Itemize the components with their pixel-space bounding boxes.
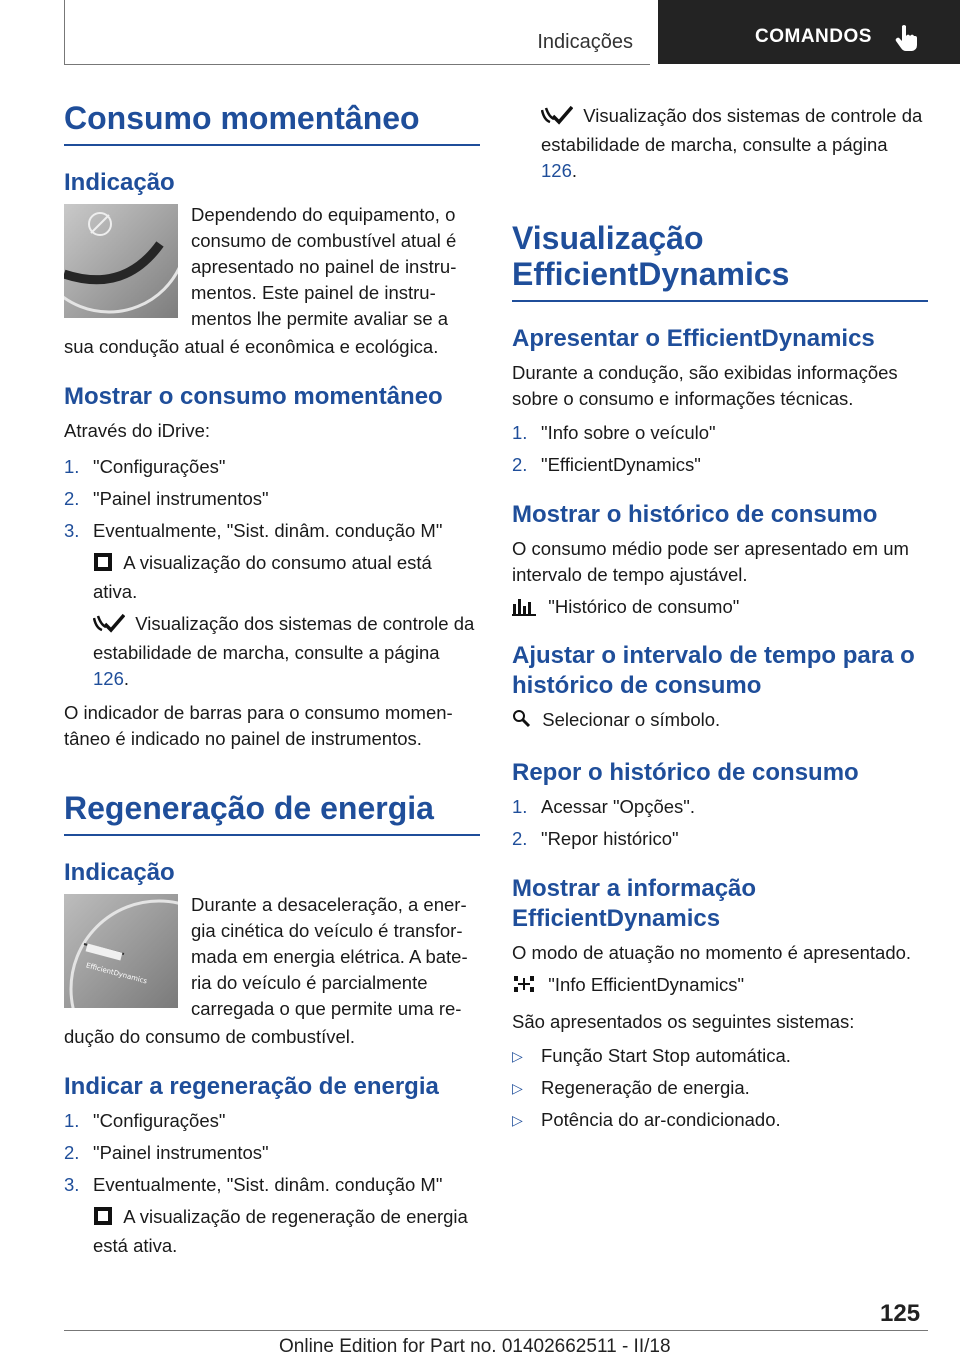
section-title-regeneracao: Regeneração de energia bbox=[64, 790, 434, 826]
header-tab-label[interactable]: COMANDOS bbox=[755, 26, 872, 47]
drivetrain-icon bbox=[512, 974, 538, 1001]
heading-repor: Repor o histórico de consumo bbox=[512, 759, 859, 786]
para1-line-b: consumo de combustível atual é bbox=[191, 230, 457, 251]
title-rule bbox=[64, 834, 480, 836]
para1-line-f: sua condução atual é econômica e ecológica. bbox=[64, 336, 439, 357]
para1-line-c: apresentado no painel de instru- bbox=[191, 256, 457, 277]
list-item: ▷ Potência do ar-condicionado. bbox=[512, 1109, 781, 1130]
title-rule bbox=[512, 300, 928, 302]
pointing-hand-icon bbox=[894, 24, 920, 52]
heading-mostrar-consumo: Mostrar o consumo momentâneo bbox=[64, 383, 443, 410]
para2-line-d: ria do veículo é parcialmente bbox=[191, 972, 428, 993]
list-item: 1. "Configurações" bbox=[64, 456, 226, 477]
page-number: 125 bbox=[880, 1300, 921, 1327]
heading-indicacao-2: Indicação bbox=[64, 859, 175, 886]
para1-line-d: mentos. Este painel de instru- bbox=[191, 282, 436, 303]
para2-line-b: gia cinética do veículo é transfor- bbox=[191, 920, 463, 941]
para-apresentar: Durante a condução, são exibidas informações sobre o consumo e informações técnicas. bbox=[512, 362, 898, 409]
indicacao-block-1 bbox=[64, 202, 480, 334]
note-regen-active: A visualização de regeneração de energia está ativa. bbox=[93, 1206, 468, 1256]
hist-row: "Histórico de consumo" bbox=[512, 594, 928, 623]
note-stability: Visualização dos sistemas de controle da estabilidade de marcha, consulte a página 126. bbox=[93, 613, 475, 689]
checkbox-icon bbox=[93, 1206, 113, 1233]
page-link-126[interactable]: 126 bbox=[93, 668, 124, 689]
left-column bbox=[64, 100, 480, 1259]
select-symbol-row: Selecionar o símbolo. bbox=[512, 707, 928, 736]
note-stability-right: Visualização dos sistemas de controle da estabilidade de marcha, consulte a página 126. bbox=[541, 105, 923, 181]
para-historico: O consumo médio pode ser apresentado em um intervalo de tempo ajustável. bbox=[512, 538, 909, 585]
page-link-126[interactable]: 126 bbox=[541, 160, 572, 181]
header-section-title: Indicações bbox=[537, 31, 633, 53]
para1-line-e: mentos lhe permite avaliar se a bbox=[191, 308, 449, 329]
stability-check-icon bbox=[93, 613, 125, 640]
para2-line-e: carregada o que permite uma re- bbox=[191, 998, 462, 1019]
magnifier-icon bbox=[512, 709, 532, 736]
via-idrive: Através do iDrive: bbox=[64, 420, 210, 441]
heading-info: Mostrar a informação EfficientDynamics bbox=[512, 875, 757, 932]
list-item: 2. "Repor histórico" bbox=[512, 828, 679, 849]
regen-gauge-thumbnail bbox=[64, 894, 178, 1008]
list-item: 2. "Painel instrumentos" bbox=[64, 1142, 269, 1163]
header-rule bbox=[64, 64, 650, 65]
section-title-consumo: Consumo momentâneo bbox=[64, 100, 420, 136]
list-item: ▷ Função Start Stop automática. bbox=[512, 1045, 791, 1066]
bar-chart-icon bbox=[512, 596, 538, 623]
info-row: "Info EfficientDynamics" bbox=[512, 972, 928, 1001]
steps-list-a bbox=[512, 420, 928, 478]
heading-apresentar: Apresentar o EfficientDynamics bbox=[512, 325, 875, 352]
right-column bbox=[512, 103, 928, 1133]
list-item: 2. "EfficientDynamics" bbox=[512, 454, 701, 475]
list-item: 1. Acessar "Opções". bbox=[512, 796, 695, 817]
para-bar-indicator: O indicador de barras para o consumo momen-tâneo é indicado no painel de instrumentos. bbox=[64, 702, 453, 749]
list-item: 3. Eventualmente, "Sist. dinâm. condução M" bbox=[64, 1174, 443, 1195]
bullet-list bbox=[512, 1043, 928, 1133]
svg-text:EfficientDynamics: EfficientDynamics bbox=[85, 961, 148, 986]
para-sistemas: São apresentados os seguintes sistemas: bbox=[512, 1011, 855, 1032]
list-item: 3. Eventualmente, "Sist. dinâm. condução M" bbox=[64, 520, 443, 541]
footer-rule bbox=[64, 1330, 928, 1331]
title-rule bbox=[64, 144, 480, 146]
checkbox-icon bbox=[93, 552, 113, 579]
list-item: 1. "Info sobre o veículo" bbox=[512, 422, 716, 443]
heading-indicar-regeneracao: Indicar a regeneração de energia bbox=[64, 1073, 439, 1100]
list-item: 2. "Painel instrumentos" bbox=[64, 488, 269, 509]
indicacao-block-2 bbox=[64, 892, 480, 1024]
para-modo: O modo de atuação no momento é apresentado. bbox=[512, 942, 912, 963]
heading-historico: Mostrar o histórico de consumo bbox=[512, 501, 878, 528]
para2-line-c: mada em energia elétrica. A bate- bbox=[191, 946, 468, 967]
list-item: 1. "Configurações" bbox=[64, 1110, 226, 1131]
heading-ajustar: Ajustar o intervalo de tempo para o histórico de consumo bbox=[512, 642, 915, 699]
steps-list-b bbox=[512, 794, 928, 852]
section-title-visualizacao: Visualização EfficientDynamics bbox=[512, 220, 790, 292]
stability-check-icon bbox=[541, 105, 573, 132]
list-item: ▷ Regeneração de energia. bbox=[512, 1077, 750, 1098]
footer-edition: Online Edition for Part no. 01402662511 - II/18 bbox=[279, 1336, 671, 1357]
steps-list-1 bbox=[64, 454, 480, 544]
heading-indicacao-1: Indicação bbox=[64, 169, 175, 196]
para2-line-f: dução do consumo de combustível. bbox=[64, 1026, 356, 1047]
gauge-thumbnail bbox=[64, 204, 178, 318]
para2-line-a: Durante a desaceleração, a ener- bbox=[191, 894, 467, 915]
note-active: A visualização do consumo atual está ativa. bbox=[93, 552, 432, 602]
para1-line-a: Dependendo do equipamento, o bbox=[191, 204, 456, 225]
steps-list-2 bbox=[64, 1108, 480, 1198]
